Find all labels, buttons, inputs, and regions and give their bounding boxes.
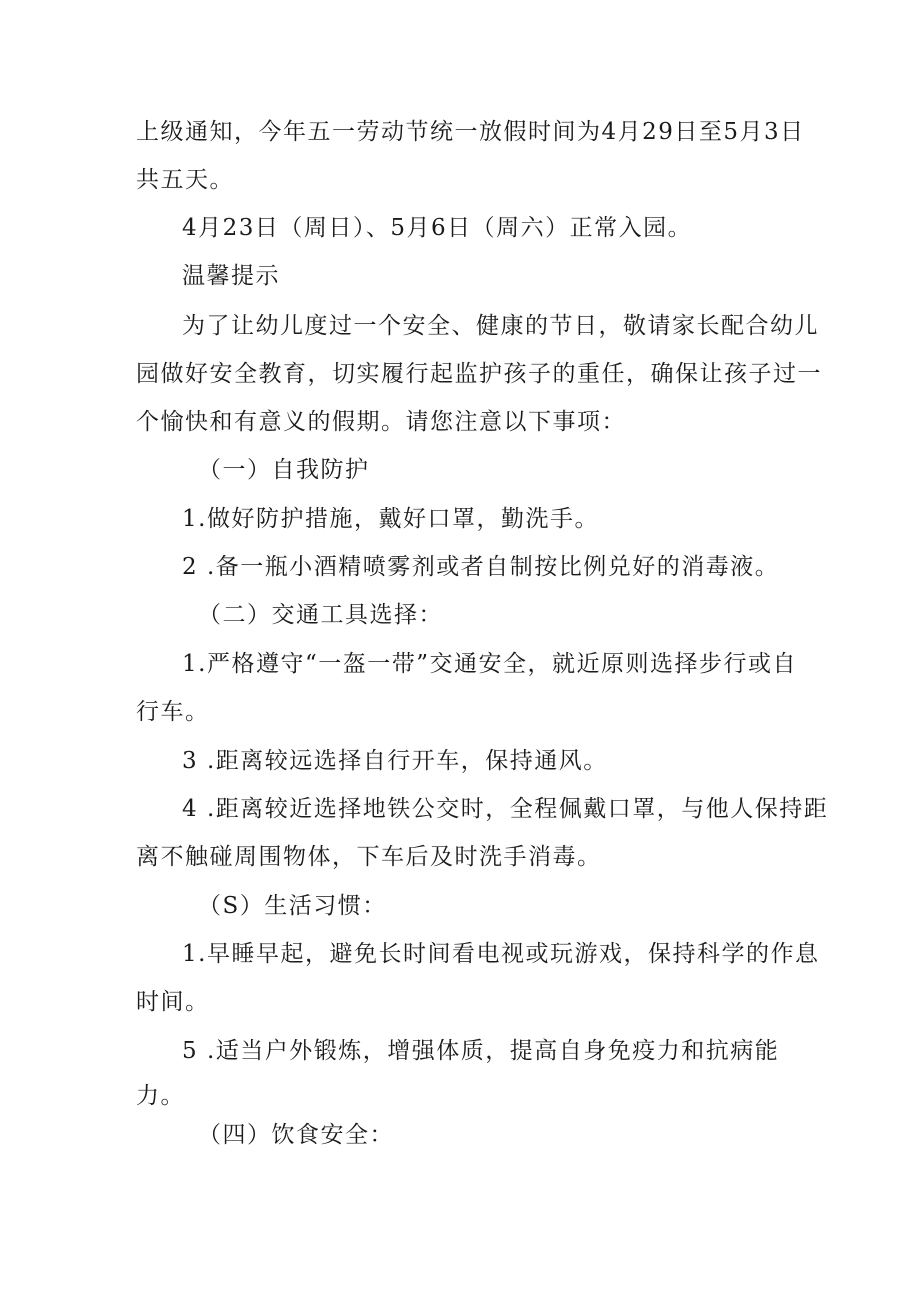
- subsection-heading: （一）自我防护: [198, 457, 370, 483]
- body-line: 上级通知，今年五一劳动节统一放假时间为4月29日至5月3日: [136, 119, 805, 145]
- list-item: 4 .距离较近选择地铁公交时，全程佩戴口罩，与他人保持距: [182, 796, 829, 822]
- list-item: 离不触碰周围物体，下车后及时洗手消毒。: [136, 844, 602, 870]
- subsection-heading: （四）饮食安全：: [198, 1122, 394, 1148]
- body-line: 为了让幼儿度过一个安全、健康的节日，敬请家长配合幼儿: [182, 313, 819, 339]
- list-item: 1.做好防护措施，戴好口罩，勤洗手。: [182, 506, 599, 532]
- body-line: 4月23日（周日）、5月6日（周六）正常入园。: [182, 215, 693, 241]
- list-item: 5 .适当户外锻炼，增强体质，提高自身免疫力和抗病能: [182, 1038, 780, 1064]
- list-item: 1.早睡早起，避免长时间看电视或玩游戏，保持科学的作息: [182, 941, 820, 967]
- body-line: 园做好安全教育，切实履行起监护孩子的重任，确保让孩子过一: [136, 361, 822, 387]
- list-item: 1.严格遵守“一盔一带”交通安全，就近原则选择步行或自: [182, 651, 797, 677]
- list-item: 3 .距离较远选择自行开车，保持通风。: [182, 748, 608, 774]
- list-item: 时间。: [136, 989, 210, 1015]
- subsection-heading: （二）交通工具选择：: [198, 602, 443, 628]
- subsection-heading: （S）生活习惯：: [198, 893, 387, 919]
- body-line: 共五天。: [136, 167, 234, 193]
- body-line: 个愉快和有意义的假期。请您注意以下事项：: [136, 409, 626, 435]
- list-item: 力。: [136, 1083, 185, 1109]
- list-item: 行车。: [136, 699, 210, 725]
- section-heading: 温馨提示: [182, 263, 280, 289]
- list-item: 2 .备一瓶小酒精喷雾剂或者自制按比例兑好的消毒液。: [182, 554, 780, 580]
